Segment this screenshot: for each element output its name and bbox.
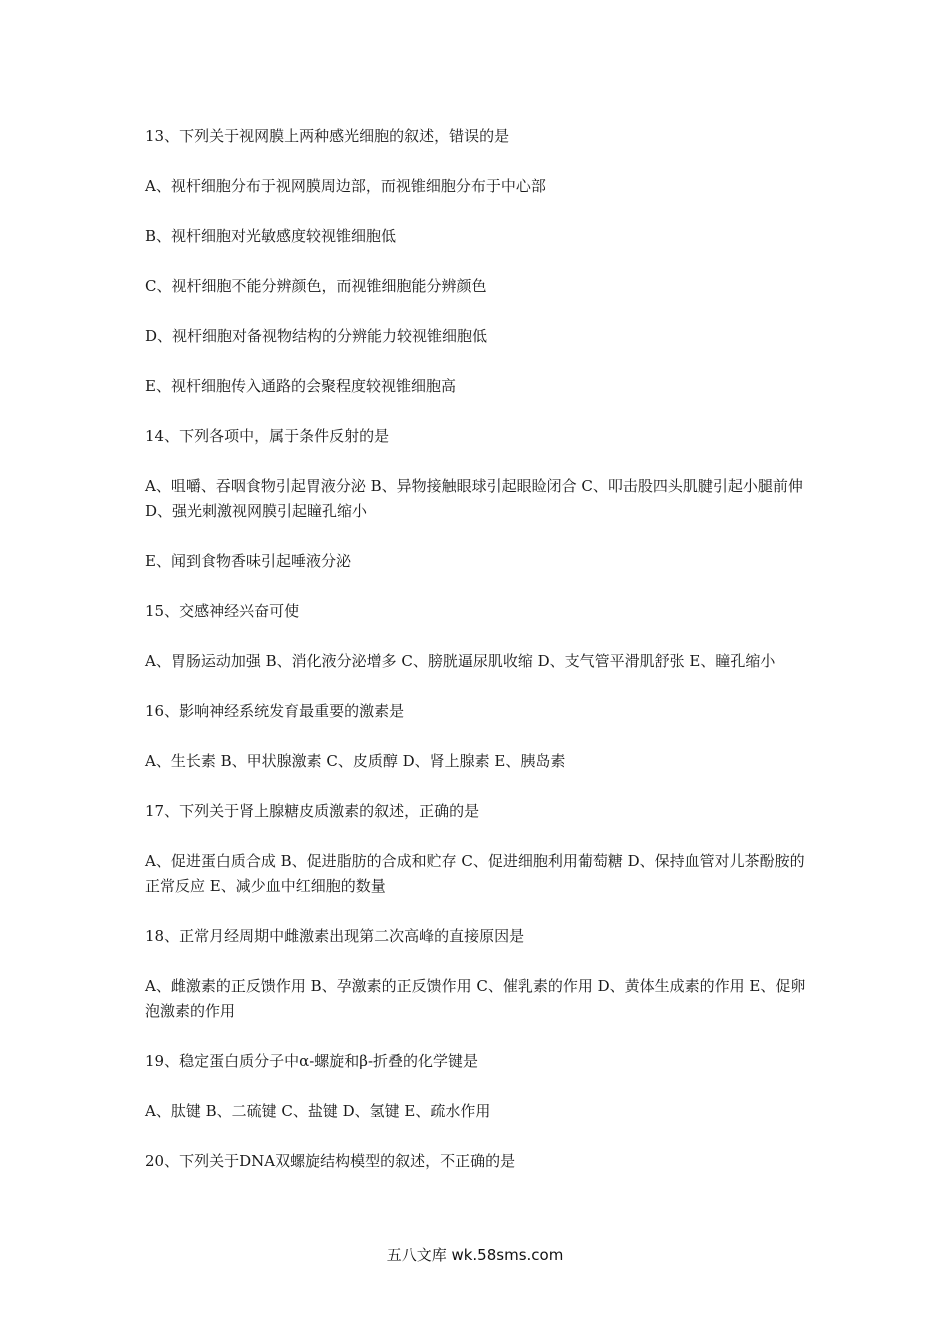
option-13-c: C、视杆细胞不能分辨颜色，而视锥细胞能分辨颜色 xyxy=(145,277,487,295)
option-13-a: A、视杆细胞分布于视网膜周边部，而视锥细胞分布于中心部 xyxy=(145,177,546,195)
option-13-d: D、视杆细胞对备视物结构的分辨能力较视锥细胞低 xyxy=(145,327,488,345)
footer-watermark: 五八文库 wk.58sms.com xyxy=(386,1246,564,1264)
options-17: A、促进蛋白质合成 B、促进脂肪的合成和贮存 C、促进细胞利用葡萄糖 D、保持血管对儿茶酚胺的正常反应 E、减少血中红细胞的数量 xyxy=(145,852,805,895)
options-16: A、生长素 B、甲状腺激素 C、皮质醇 D、肾上腺素 E、胰岛素 xyxy=(145,752,566,770)
options-18: A、雌激素的正反馈作用 B、孕激素的正反馈作用 C、催乳素的作用 D、黄体生成素的作用 E、促卵泡激素的作用 xyxy=(145,977,806,1020)
option-13-e: E、视杆细胞传入通路的会聚程度较视锥细胞高 xyxy=(145,377,456,395)
options-19: A、肽键 B、二硫键 C、盐键 D、氢键 E、疏水作用 xyxy=(145,1102,491,1120)
question-15: 15、交感神经兴奋可使 xyxy=(145,602,300,620)
document-body xyxy=(145,124,810,1199)
question-13: 13、下列关于视网膜上两种感光细胞的叙述，错误的是 xyxy=(145,127,510,145)
question-18: 18、正常月经周期中雌激素出现第二次高峰的直接原因是 xyxy=(145,927,525,945)
question-20: 20、下列关于DNA双螺旋结构模型的叙述，不正确的是 xyxy=(145,1152,516,1170)
question-14: 14、下列各项中，属于条件反射的是 xyxy=(145,427,390,445)
option-13-b: B、视杆细胞对光敏感度较视锥细胞低 xyxy=(145,227,397,245)
options-14-a-d: A、咀嚼、吞咽食物引起胃液分泌 B、异物接触眼球引起眼睑闭合 C、叩击股四头肌腱引起小腿前伸 D、强光刺激视网膜引起瞳孔缩小 xyxy=(145,477,803,520)
option-14-e: E、闻到食物香味引起唾液分泌 xyxy=(145,552,351,570)
question-16: 16、影响神经系统发育最重要的激素是 xyxy=(145,702,405,720)
question-19: 19、稳定蛋白质分子中α-螺旋和β-折叠的化学键是 xyxy=(145,1052,479,1070)
options-15: A、胃肠运动加强 B、消化液分泌增多 C、膀胱逼尿肌收缩 D、支气管平滑肌舒张 E、瞳孔缩小 xyxy=(145,652,776,670)
question-17: 17、下列关于肾上腺糖皮质激素的叙述，正确的是 xyxy=(145,802,480,820)
